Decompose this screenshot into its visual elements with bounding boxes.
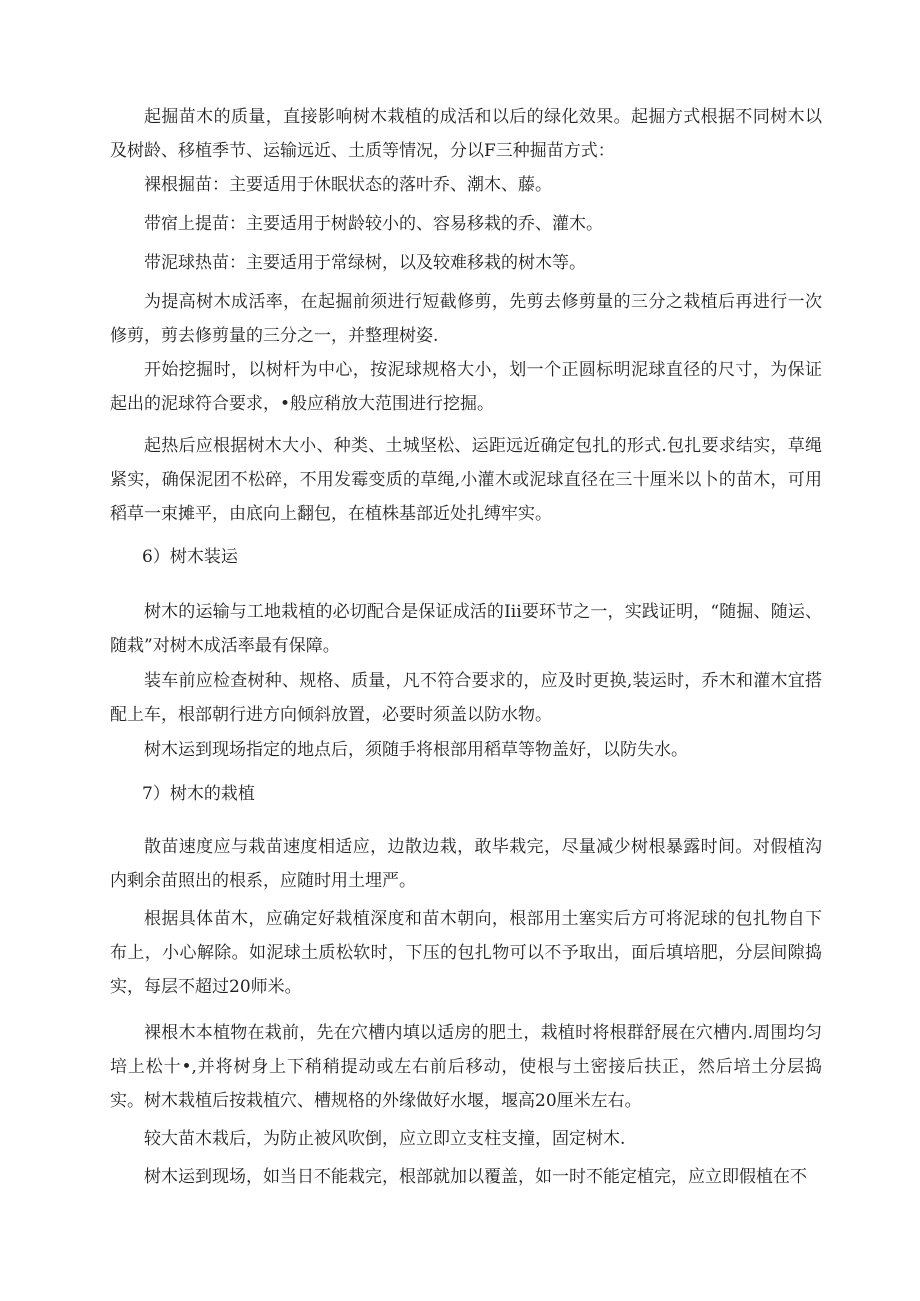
paragraph-scattering: 散苗速度应与栽苗速度相适应，边散边栽，敢毕栽完，尽量减少树根暴露时间。对假植沟内剩余苗照出的根系，应随时用土埋严。: [110, 837, 822, 891]
paragraph-bare-root-planting: 裸根木本植物在栽前，先在穴槽内填以适房的肥土，栽植时将根群舒展在穴槽内.周围均匀培上松十•,并将树身上下稍稍提动或左右前后移动，使根与土密接后扶正，然后培土分层捣实。: [110, 1023, 822, 1111]
paragraph-bare-root: 裸根掘苗：主要适用于休眠状态的落叶乔、潮木、藤。: [144, 175, 552, 195]
section-heading-transport: 6）树木装运: [142, 547, 238, 567]
paragraph-pruning: 为提高树木成活率，在起掘前须进行短截修剪，先剪去修剪量的三分之栽植后再进行一次修剪，剪去修剪量的三分之一，并整理树姿.: [110, 292, 822, 346]
paragraph-excavation-intro: 起掘苗木的质量，直接影响树木栽植的成活和以后的绿化效果。起掘方式根据不同树木以及树龄、移植季节、运输远近、土质等情况，分以F三种掘苗方式：: [110, 107, 822, 161]
paragraph-transport-coordination: 树木的运输与工地栽植的必切配合是保证成活的Iii要环节之一，实践证明，“随掘、随运、随栽”对树木成活率最有保障。: [110, 602, 822, 656]
paragraph-loading: 装车前应检查树种、规格、质量，凡不符合要求的，应及时更换,装运时，乔木和灌木宜搭配上车，根部朝行进方向倾斜放置，必要时须盖以防水物。: [110, 671, 822, 725]
paragraph-heeling-in: 树木运到现场，如当日不能栽完，根部就加以覆盖，如一时不能定植完，应立即假植在不: [144, 1167, 807, 1187]
paragraph-soil-lift: 带宿上提苗：主要适用于树龄较小的、容易移栽的乔、灌木。: [144, 214, 603, 234]
paragraph-water-weir: 树木栽植后按栽植穴、槽规格的外缘做好水堰，堰高20厘米左右。: [144, 1091, 642, 1111]
section-heading-planting: 7）树木的栽植: [142, 784, 255, 804]
paragraph-digging: 开始挖掘时，以树杆为中心，按泥球规格大小，划一个正圆标明泥球直径的尺寸，为保证起出的泥球符合要求，•般应稍放大范围进行挖掘。: [110, 360, 822, 414]
paragraph-support-stakes: 较大苗木栽后，为防止被风吹倒，应立即立支柱支撞，固定树木.: [144, 1129, 626, 1149]
paragraph-planting-depth: 根据具体苗木，应确定好栽植深度和苗木朝向，根部用土塞实后方可将泥球的包扎物自下布上，小心解除。如泥球土质松软时，下压的包扎物可以不予取出，面后填培肥，分层间隙捣实，每层不超过20师米。: [110, 909, 822, 997]
paragraph-wrapping: 起热后应根据树木大小、种类、土城坚松、运距远近确定包扎的形式.包扎要求结实，草绳紧实，确保泥团不松碎，不用发霉变质的草绳,小灌木或泥球直径在三十厘米以卜的苗木，可用稻草一束摊平，由底向上翻包，在植株基部近处扎缚牢实。: [110, 436, 822, 524]
paragraph-mud-ball: 带泥球热苗：主要适用于常绿树，以及较难移栽的树木等。: [144, 253, 586, 273]
paragraph-arrival-cover: 树木运到现场指定的地点后，须随手将根部用稻草等物盖好，以防失水。: [144, 740, 688, 760]
